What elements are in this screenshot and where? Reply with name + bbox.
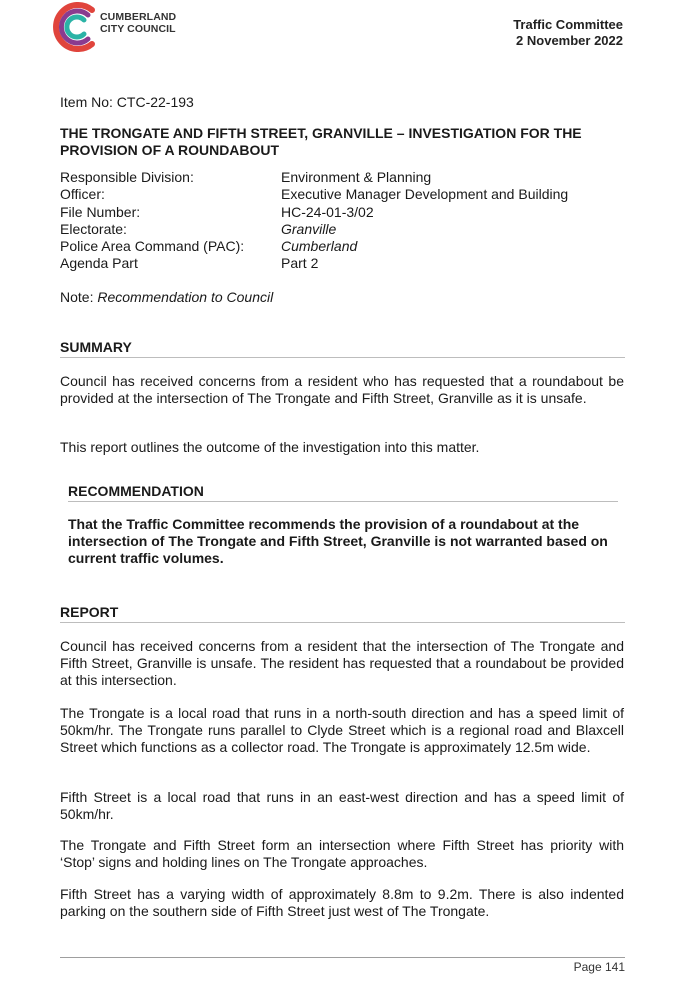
- logo-line-2: CITY COUNCIL: [100, 23, 176, 35]
- meta-value: Environment & Planning: [281, 169, 432, 185]
- council-logo-icon: [52, 0, 100, 52]
- meta-label: File Number:: [60, 203, 141, 220]
- report-paragraph-2: The Trongate is a local road that runs in a north-south direction and has a speed limit of 50km/hr. The Trongate runs parallel to Clyde Street which is a regional road and Blaxcell Street which functions as a collector road. The Trongate is approximately 12.5m wide.: [60, 705, 624, 756]
- report-heading: REPORT: [60, 604, 625, 623]
- recommendation-text: That the Traffic Committee recommends the provision of a roundabout at the intersection of The Trongate and Fifth Street, Granville is not warranted based on current traffic volumes.: [68, 516, 608, 567]
- meta-row-file-number: [60, 204, 568, 221]
- meta-row-agenda-part: [60, 255, 568, 272]
- meta-row-officer: [60, 186, 568, 203]
- item-number: Item No: CTC-22-193: [60, 94, 194, 110]
- report-paragraph-5: Fifth Street has a varying width of approximately 8.8m to 9.2m. There is also indented parking on the southern side of Fifth Street just west of The Trongate.: [60, 886, 624, 920]
- note-label: Note:: [60, 289, 98, 305]
- council-logo-text: [100, 11, 176, 35]
- meeting-date: 2 November 2022: [516, 33, 623, 48]
- meta-row-electorate: [60, 221, 568, 238]
- summary-heading: SUMMARY: [60, 339, 625, 358]
- page-number: Page 141: [573, 960, 625, 974]
- meta-value: HC-24-01-3/02: [281, 203, 374, 220]
- report-paragraph-3: Fifth Street is a local road that runs in an east-west direction and has a speed limit of 50km/hr.: [60, 789, 624, 823]
- recommendation-heading: RECOMMENDATION: [68, 483, 618, 502]
- logo-line-1: CUMBERLAND: [100, 11, 177, 23]
- committee-name: Traffic Committee: [513, 17, 623, 32]
- meta-label: Electorate:: [60, 220, 127, 237]
- meta-label: Agenda Part: [60, 255, 138, 272]
- report-title: THE TRONGATE AND FIFTH STREET, GRANVILLE – INVESTIGATION FOR THE PROVISION OF A ROUNDABOUT: [60, 125, 582, 158]
- header-meeting-info: [513, 17, 623, 49]
- meta-value: Part 2: [281, 255, 319, 272]
- footer-divider: [60, 957, 625, 958]
- meta-value: Executive Manager Development and Building: [281, 186, 569, 203]
- meta-value: Granville: [281, 220, 337, 237]
- note-value: Recommendation to Council: [97, 289, 274, 305]
- council-logo: [52, 0, 202, 52]
- meta-label: Officer:: [60, 186, 105, 203]
- summary-paragraph-1: Council has received concerns from a resident who has requested that a roundabout be provided at the intersection of The Trongate and Fifth Street, Granville as it is unsafe.: [60, 373, 624, 407]
- meta-value: Cumberland: [281, 238, 358, 255]
- report-metadata: [60, 169, 568, 273]
- report-paragraph-4: The Trongate and Fifth Street form an intersection where Fifth Street has priority with ‘Stop’ signs and holding lines on The Trongate approaches.: [60, 837, 624, 871]
- report-paragraph-1: Council has received concerns from a resident that the intersection of The Trongate and Fifth Street, Granville is unsafe. The resident has requested that a roundabout be provided at this intersection.: [60, 638, 624, 689]
- note: [60, 289, 273, 305]
- meta-row-division: [60, 169, 568, 186]
- summary-paragraph-2: This report outlines the outcome of the investigation into this matter.: [60, 439, 480, 455]
- meta-label: Police Area Command (PAC):: [60, 238, 245, 255]
- meta-label: Responsible Division:: [60, 169, 194, 185]
- meta-row-pac: [60, 238, 568, 255]
